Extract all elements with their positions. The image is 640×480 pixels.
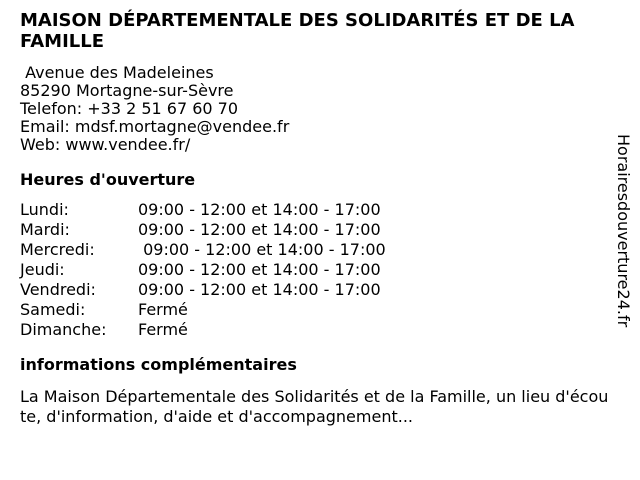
- page-title: MAISON DÉPARTEMENTALE DES SOLIDARITÉS ET DE LA FAMILLE: [20, 10, 575, 52]
- hours-day: Vendredi:: [20, 280, 96, 299]
- hours-day: Mardi:: [20, 220, 70, 239]
- hours-time: 09:00 - 12:00 et 14:00 - 17:00: [138, 200, 381, 219]
- hours-day: Dimanche:: [20, 320, 107, 339]
- hours-time: 09:00 - 12:00 et 14:00 - 17:00: [138, 260, 381, 279]
- hours-row: [20, 300, 610, 320]
- hours-row: [20, 200, 610, 220]
- hours-row: [20, 280, 610, 300]
- hours-time: 09:00 - 12:00 et 14:00 - 17:00: [138, 240, 386, 259]
- website: Web: www.vendee.fr/: [20, 135, 191, 154]
- city-postal: 85290 Mortagne-sur-Sèvre: [20, 81, 234, 100]
- hours-day: Mercredi:: [20, 240, 95, 259]
- hours-row: [20, 240, 610, 260]
- phone-number: Telefon: +33 2 51 67 60 70: [20, 99, 239, 118]
- hours-row: [20, 220, 610, 240]
- street-address: Avenue des Madeleines: [20, 63, 214, 82]
- info-heading: informations complémentaires: [20, 355, 297, 374]
- content: [20, 10, 610, 427]
- hours-day: Samedi:: [20, 300, 86, 319]
- hours-day: Jeudi:: [20, 260, 65, 279]
- email-address: Email: mdsf.mortagne@vendee.fr: [20, 117, 290, 136]
- hours-row: [20, 320, 610, 340]
- hours-row: [20, 260, 610, 280]
- hours-time: Fermé: [138, 300, 188, 319]
- hours-time: 09:00 - 12:00 et 14:00 - 17:00: [138, 220, 381, 239]
- info-text: La Maison Départementale des Solidarités et de la Famille, un lieu d'écoute, d'information, d'aide et d'accompagnement...: [20, 387, 609, 426]
- hours-heading: Heures d'ouverture: [20, 170, 196, 189]
- address-block: [20, 64, 610, 154]
- hours-time: 09:00 - 12:00 et 14:00 - 17:00: [138, 280, 381, 299]
- site-watermark: Horairesdouverture24.fr: [614, 134, 633, 328]
- hours-table: [20, 200, 610, 340]
- hours-day: Lundi:: [20, 200, 69, 219]
- hours-time: Fermé: [138, 320, 188, 339]
